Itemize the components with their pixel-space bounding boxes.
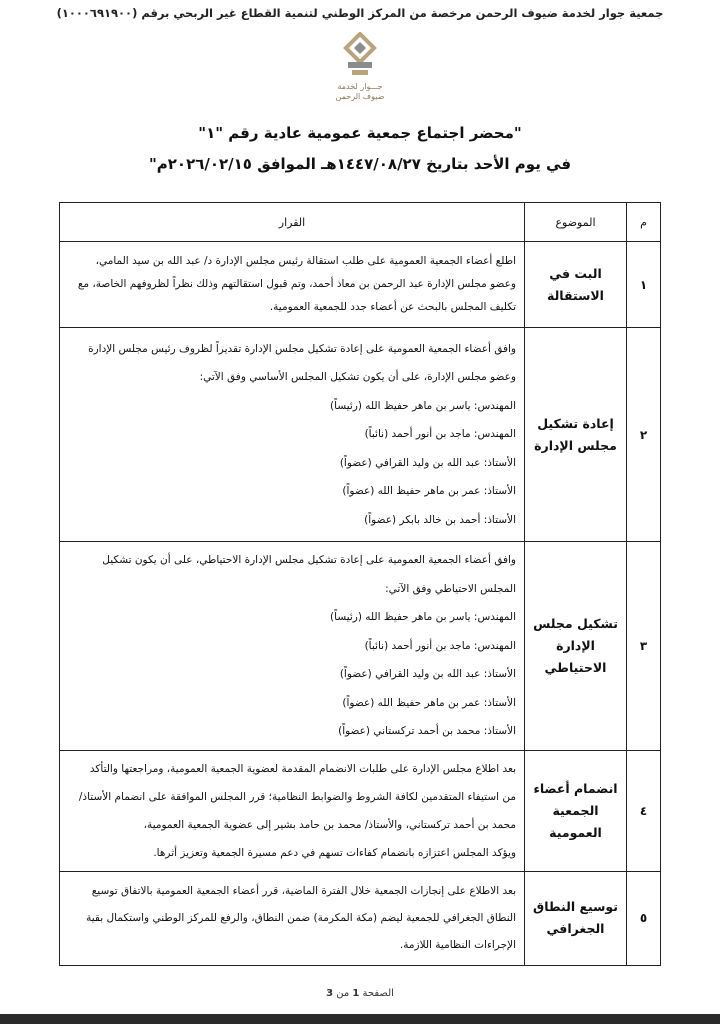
row-topic (525, 328, 627, 542)
topic-line: تشكيل مجلس (533, 615, 618, 631)
decision-line: المهندس: ياسر بن ماهر حفيظ الله (رئيساً) (330, 399, 516, 412)
logo-text-line2: ضيوف الرحمن (335, 92, 385, 101)
row-topic (525, 242, 627, 328)
table-row (60, 328, 661, 542)
header-number: م (627, 203, 661, 242)
decision-line: تكليف المجلس بالبحث عن أعضاء جدد للجمعية العمومية. (269, 301, 516, 313)
page-of: من (336, 988, 350, 999)
table-row (60, 871, 661, 965)
decision-line: الإجراءات النظامية اللازمة. (399, 938, 516, 951)
row-decision (60, 542, 525, 751)
row-number: ٤ (627, 750, 661, 871)
decision-line: المهندس: ماجد بن أنور أحمد (نائباً) (364, 639, 516, 652)
decision-line: المهندس: ياسر بن ماهر حفيظ الله (رئيساً) (330, 611, 516, 623)
decision-line: النطاق الجغرافي للجمعية ليضم (مكة المكرمة) ضمن النطاق، والرفع للمركز الوطني واستكمال بقية (86, 911, 516, 924)
minutes-date-line: في يوم الأحد بتاريخ ١٤٤٧/٠٨/٢٧هـ الموافق ٢٠٢٦/٠٢/١٥م" (148, 155, 572, 173)
decision-line: وافق أعضاء الجمعية العمومية على إعادة تشكيل مجلس الإدارة تقديراً لظروف رئيس مجلس الإدارة (88, 342, 516, 355)
row-number: ٣ (627, 542, 661, 751)
decision-line: الأستاذ: عمر بن ماهر حفيظ الله (عضواً) (342, 485, 516, 498)
topic-line: توسيع النطاق (533, 899, 618, 914)
decision-line: الأستاذ: أحمد بن خالد بابكر (عضواً) (364, 513, 516, 526)
decision-line: الأستاذ: عمر بن ماهر حفيظ الله (عضواً) (342, 696, 516, 709)
decision-line: وافق أعضاء الجمعية العمومية على إعادة تشكيل مجلس الإدارة الاحتياطي، على أن يكون تشكيل (102, 554, 516, 566)
topic-line: انضمام أعضاء (533, 780, 618, 796)
decision-line: وعضو مجلس الإدارة عبد الرحمن بن معاذ أحمد، وتم قبول استقالتهم وذلك نظراً لظروفهم الخاصة، مع (77, 278, 516, 290)
topic-line: إعادة تشكيل (537, 415, 614, 431)
decision-line: ويؤكد المجلس اعتزازه بانضمام كفاءات تسهم في دعم مسيرة الجمعية وتعزيز أثرها. (153, 846, 516, 859)
row-topic (525, 871, 627, 965)
topic-line: الجغرافي (546, 921, 605, 936)
minutes-title: "محضر اجتماع جمعية عمومية عادية رقم "١" (198, 124, 522, 142)
topic-line: الإدارة الاحتياطي (544, 637, 607, 675)
topic-line: البت في الاستقالة (547, 265, 604, 303)
row-decision (60, 750, 525, 871)
decisions-table (59, 202, 661, 966)
decision-line: بعد الاطلاع على إنجازات الجمعية خلال الفترة الماضية، قرر أعضاء الجمعية العمومية بالاتفاق توسيع (91, 884, 516, 897)
bottom-edge-bar (0, 1014, 720, 1024)
topic-line: مجلس الإدارة (534, 437, 617, 453)
decision-line: الأستاذ: عبد الله بن وليد القرافي (عضواً) (339, 668, 516, 680)
logo-text-line1: جـــوار لخدمة (337, 82, 383, 91)
row-topic (525, 750, 627, 871)
table-row (60, 242, 661, 328)
decision-line: بعد اطلاع مجلس الإدارة على طلبات الانضمام المقدمة لعضوية الجمعية العمومية، ومراجعتها والتأكد (89, 762, 516, 775)
row-decision (60, 871, 525, 965)
table-row (60, 750, 661, 871)
decision-line: المجلس الاحتياطي وفق الآتي: (385, 582, 516, 595)
topic-line: الجمعية العمومية (549, 802, 602, 840)
page-total: 3 (326, 988, 334, 999)
row-topic (525, 542, 627, 751)
decision-line: المهندس: ماجد بن أنور أحمد (نائباً) (364, 428, 516, 441)
decision-line: من استيفاء المتقدمين لكافة الشروط والضوابط النظامية؛ قرر المجلس الموافقة على انضمام الأستاذ/ (78, 790, 516, 803)
decision-line: اطلع أعضاء الجمعية العمومية على طلب استقالة رئيس مجلس الإدارة د/ عبد الله بن سيد المامي، (95, 255, 516, 267)
table-row (60, 542, 661, 751)
decision-line: الأستاذ: محمد بن أحمد تركستاني (عضواً) (338, 725, 516, 737)
header-decision: القرار (60, 203, 525, 242)
logo (331, 32, 389, 112)
decision-line: الأستاذ: عبد الله بن وليد القرافي (عضواً) (339, 456, 516, 469)
logo-mark-icon (338, 32, 382, 82)
association-license-line: جمعية جوار لخدمة ضيوف الرحمن مرخصة من المركز الوطني لتنمية القطاع غير الربحي برقم (١٠٠٠٦٩١٩٠٠) (56, 6, 664, 20)
page-current: 1 (352, 988, 360, 999)
header-topic: الموضوع (525, 203, 627, 242)
decision-line: وعضو مجلس الإدارة، على أن يكون تشكيل المجلس الأساسي وفق الآتي: (199, 371, 516, 384)
table-header-row (60, 203, 661, 242)
page-label: الصفحة (362, 988, 394, 999)
decision-line: محمد بن أحمد تركستاني، والأستاذ/ محمد بن حامد بشير إلى عضوية الجمعية العمومية، (143, 818, 516, 831)
row-number: ١ (627, 242, 661, 328)
row-decision (60, 328, 525, 542)
page-footer (0, 988, 720, 999)
row-decision (60, 242, 525, 328)
row-number: ٥ (627, 871, 661, 965)
row-number: ٢ (627, 328, 661, 542)
